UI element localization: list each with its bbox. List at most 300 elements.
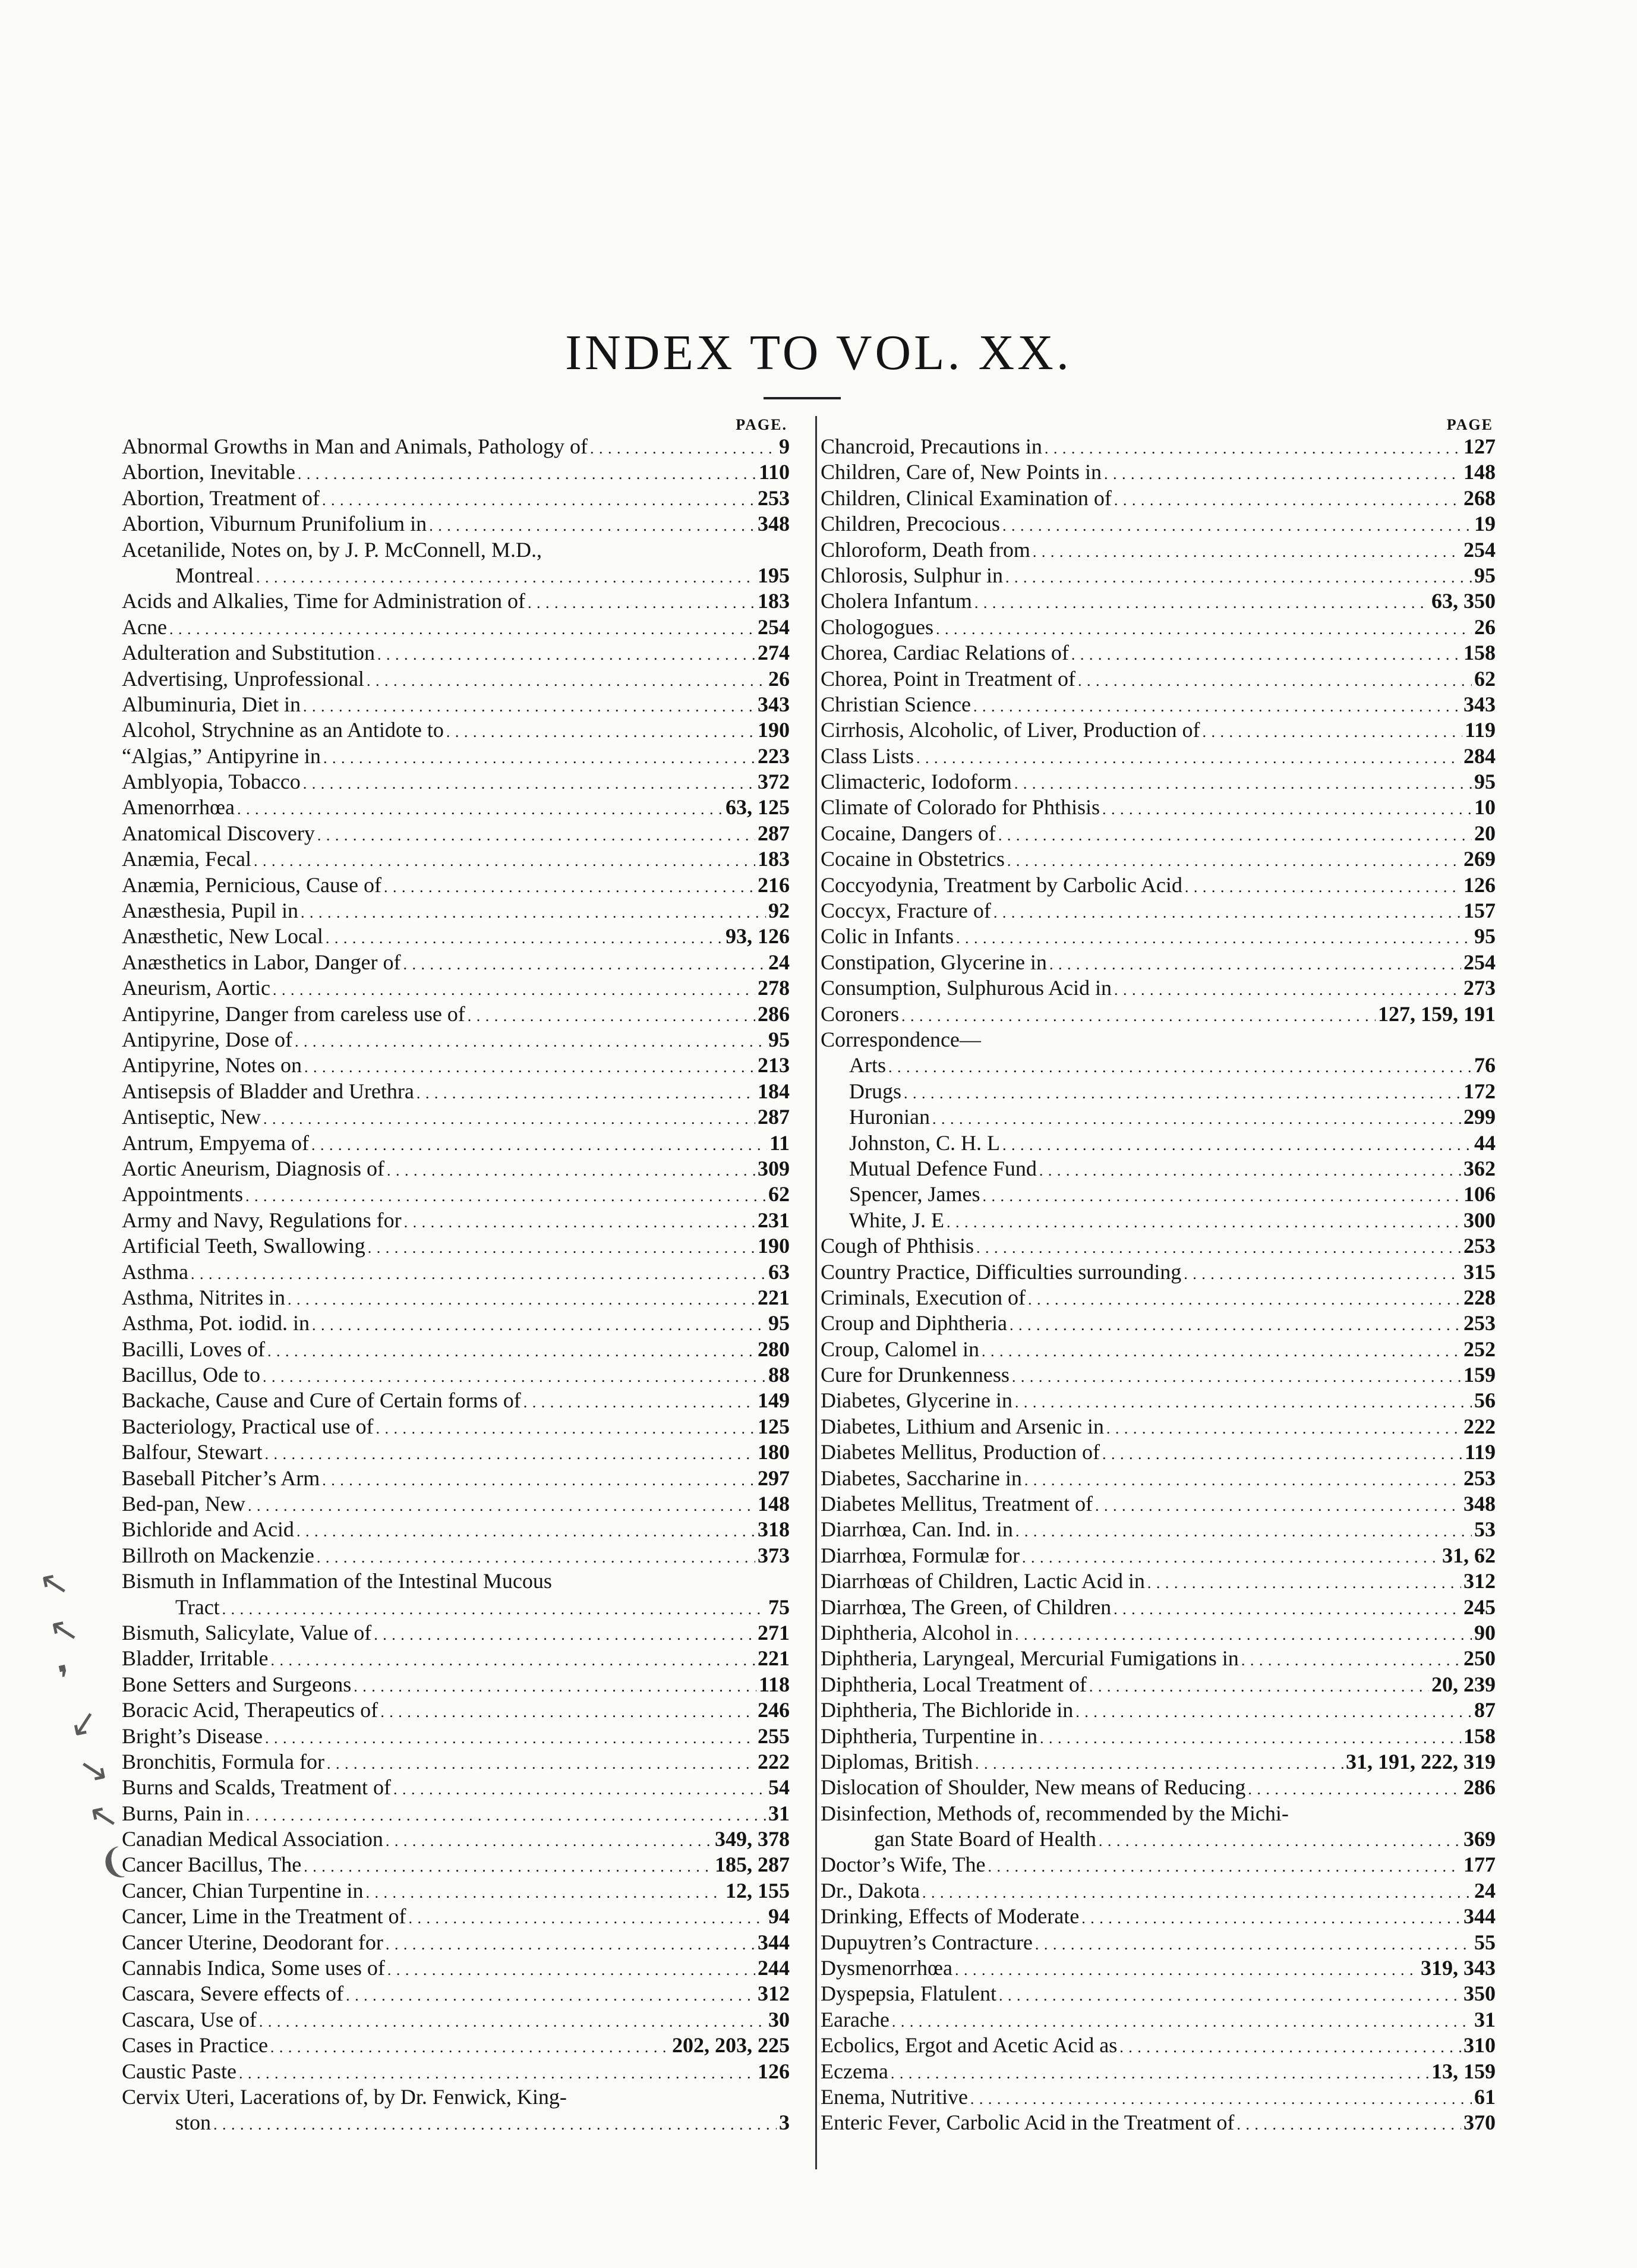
dot-leader [892,2007,1472,2033]
entry-text: Diphtheria, Local Treatment of [821,1672,1087,1696]
entry-text: Cervix Uteri, Lacerations of, by Dr. Fenwick, King- [122,2085,567,2109]
dot-leader [970,2084,1472,2110]
entry-page-number: 231 [758,1208,790,1232]
entry-text: Class Lists [821,744,914,768]
entry-text: Anæmia, Pernicious, Cause of [122,872,381,897]
dot-leader [301,898,766,924]
entry-text: Coccyx, Fracture of [821,899,991,923]
index-entry-list [821,434,1498,2136]
index-entry [122,563,792,588]
index-entry [821,640,1498,666]
entry-text: Bed-pan, New [122,1492,245,1516]
entry-page-number: 343 [1463,692,1496,716]
entry-text: Abortion, Treatment of [122,486,320,510]
entry-text: Abortion, Inevitable [122,460,295,484]
entry-text: Amenorrhœa [122,795,235,820]
entry-text: Appointments [122,1182,243,1207]
entry-page-number: 149 [758,1388,790,1413]
index-entry [122,1955,792,1981]
page-column-heading: PAGE [1446,416,1493,433]
entry-page-number: 222 [758,1749,790,1774]
entry-text: Chorea, Point in Treatment of [821,666,1075,691]
dot-leader [256,563,755,588]
entry-page-number: 190 [758,1234,790,1258]
dot-leader [408,1904,766,1929]
entry-page-number: 184 [758,1079,790,1103]
entry-page-number: 75 [768,1595,790,1619]
dot-leader [988,1852,1462,1878]
entry-page-number: 348 [1463,1492,1496,1516]
dot-leader [169,615,755,640]
index-entry [122,769,792,795]
index-entry [122,1697,792,1723]
page-column-heading: PAGE. [736,416,787,433]
entry-text: Diarrhœa, Can. Ind. in [821,1517,1013,1542]
index-entry [821,2084,1498,2110]
entry-text: Diphtheria, Laryngeal, Mercurial Fumigations in [821,1646,1239,1671]
index-entry [821,1955,1498,1981]
entry-text: Aneurism, Aortic [122,976,270,1000]
entry-text: Croup and Diphtheria [821,1311,1007,1335]
index-entry [122,1543,792,1568]
entry-text: Burns, Pain in [122,1801,244,1825]
index-entry [821,2110,1498,2135]
dot-leader [1248,1775,1461,1800]
entry-text: Cascara, Severe effects of [122,1982,344,2006]
entry-page-number: 372 [758,770,790,794]
index-entry [821,1852,1498,1878]
dot-leader [367,666,766,692]
entry-text: Bacillus, Ode to [122,1363,260,1387]
entry-page-number: 274 [758,641,790,665]
entry-text: Bladder, Irritable [122,1646,269,1671]
entry-text: Dislocation of Shoulder, New means of Reducing [821,1775,1246,1800]
index-entry [122,666,792,692]
entry-text: Diarrhœa, The Green, of Children [821,1595,1112,1619]
dot-leader [1045,434,1461,459]
handwritten-margin-mark: ↖ ↖ ❜ ↙ ↘ ↖ ❨ [35,1560,132,1885]
entry-page-number: 310 [1463,2033,1496,2058]
entry-text: Constipation, Glycerine in [821,950,1047,974]
index-entry [821,924,1498,949]
entry-page-number: 362 [1463,1156,1496,1180]
index-entry [821,950,1498,975]
index-entry [122,1466,792,1491]
entry-page-number: 95 [1474,563,1496,587]
index-entry [122,1930,792,1955]
entry-page-number: 309 [758,1156,790,1180]
entry-page-number: 253 [1463,1234,1496,1258]
dot-leader [386,1826,712,1852]
entry-text: Chloroform, Death from [821,537,1030,562]
index-entry [821,2033,1498,2058]
index-entry [122,1233,792,1259]
entry-page-number: 159 [1463,1363,1496,1387]
entry-page-number: 118 [758,1672,790,1696]
entry-text: Cholera Infantum [821,589,972,613]
dot-leader [947,1208,1461,1233]
index-entry [821,1749,1498,1775]
entry-text: ston [175,2110,212,2135]
index-entry [821,1259,1498,1285]
dot-leader [1049,950,1461,975]
index-entry [821,1620,1498,1646]
entry-text: Diarrhœas of Children, Lactic Acid in [821,1569,1145,1593]
entry-text: Albuminuria, Diet in [122,692,301,716]
dot-leader [237,795,723,820]
dot-leader [936,615,1472,640]
dot-leader [263,1104,755,1130]
entry-text: Climate of Colorado for Phthisis [821,795,1100,820]
entry-text: Cancer Uterine, Deodorant for [122,1930,383,1954]
index-entry [821,486,1498,511]
entry-page-number: 271 [758,1620,790,1645]
index-entry [821,2059,1498,2084]
dot-leader [1071,640,1461,666]
entry-page-number: 223 [758,744,790,768]
dot-leader [1075,1697,1472,1723]
entry-text: Antipyrine, Dose of [122,1027,292,1051]
entry-text: gan State Board of Health [874,1827,1096,1851]
index-entry [821,434,1498,459]
index-entry [122,744,792,769]
dot-leader [311,1130,767,1156]
entry-page-number: 95 [768,1311,790,1335]
entry-page-number: 297 [758,1466,790,1490]
index-entry [122,692,792,717]
entry-text: Disinfection, Methods of, recommended by the Michi- [821,1801,1289,1825]
entry-page-number: 20 [1474,821,1496,845]
dot-leader [298,459,756,485]
dot-leader [1005,563,1472,588]
index-entry [122,2110,792,2135]
entry-page-number: 54 [768,1775,790,1800]
entry-text: Consumption, Sulphurous Acid in [821,976,1112,1000]
entry-page-number: 63 [768,1259,790,1284]
index-entry [122,1156,792,1182]
entry-text: Correspondence— [821,1027,981,1051]
index-entry [122,975,792,1001]
entry-text: Abnormal Growths in Man and Animals, Pathology of [122,434,588,458]
dot-leader [295,1027,766,1053]
dot-leader [922,1878,1472,1904]
index-entry [122,1311,792,1336]
entry-page-number: 55 [1474,1930,1496,1954]
entry-page-number: 31, 62 [1442,1543,1496,1567]
entry-page-number: 221 [758,1646,790,1671]
index-entry [821,1697,1498,1723]
entry-page-number: 222 [1463,1414,1496,1438]
dot-leader [1012,1362,1461,1388]
entry-page-number: 253 [758,486,790,510]
dot-leader [288,1285,755,1311]
entry-text: Chologogues [821,615,934,639]
entry-text: Johnston, C. H. L [849,1130,1001,1155]
entry-text: Antrum, Empyema of [122,1130,309,1155]
dot-leader [1015,1517,1472,1542]
entry-page-number: 254 [1463,950,1496,974]
dot-leader [1202,717,1462,743]
index-entry [122,640,792,666]
index-entry [821,1775,1498,1800]
entry-page-number: 95 [1474,770,1496,794]
index-entry [122,1182,792,1207]
entry-page-number: 287 [758,1105,790,1129]
entry-text: Cancer Bacillus, The [122,1853,302,1877]
index-entry [122,1104,792,1130]
entry-page-number: 177 [1463,1853,1496,1877]
entry-text: Bone Setters and Surgeons [122,1672,352,1696]
entry-text: Drinking, Effects of Moderate [821,1904,1080,1929]
entry-page-number: 76 [1474,1053,1496,1078]
index-entry [821,846,1498,872]
dot-leader [248,1491,755,1517]
dot-leader [265,1724,755,1749]
entry-text: Acne [122,615,167,639]
dot-leader [245,1182,766,1207]
dot-leader [982,1337,1461,1362]
entry-page-number: 254 [758,615,790,639]
index-entry [821,1981,1498,2006]
dot-leader [304,1053,755,1078]
dot-leader [590,434,777,459]
entry-text: Cocaine, Dangers of [821,821,996,845]
entry-text: Anæmia, Fecal [122,847,251,871]
entry-page-number: 20, 239 [1431,1672,1496,1696]
entry-page-number: 127 [1463,434,1496,458]
entry-text: Ecbolics, Ergot and Acetic Acid as [821,2033,1118,2058]
entry-text: Antipyrine, Notes on [122,1053,302,1078]
index-entry [122,434,792,459]
dot-leader [270,2033,670,2058]
entry-page-number: 24 [768,950,790,974]
dot-leader [523,1388,755,1413]
entry-page-number: 88 [768,1363,790,1387]
index-entry [821,898,1498,924]
dot-leader [1099,1826,1461,1852]
dot-leader [1002,1130,1472,1156]
entry-page-number: 92 [768,899,790,923]
dot-leader [976,1233,1461,1259]
index-entry [821,821,1498,846]
entry-page-number: 11 [769,1130,790,1155]
entry-page-number: 299 [1463,1105,1496,1129]
entry-page-number: 31 [1474,2007,1496,2031]
index-entry [122,1775,792,1800]
entry-text: Artificial Teeth, Swallowing [122,1234,365,1258]
entry-page-number: 373 [758,1543,790,1567]
index-entry [122,1826,792,1852]
entry-text: Asthma, Nitrites in [122,1285,285,1309]
index-entry [821,1362,1498,1388]
entry-text: Diabetes, Glycerine in [821,1388,1013,1413]
entry-text: Asthma [122,1259,188,1284]
index-entry [821,1079,1498,1104]
index-entry [122,1749,792,1775]
dot-leader [998,821,1472,846]
entry-page-number: 344 [758,1930,790,1954]
dot-leader [1035,1930,1472,1955]
dot-leader [303,769,755,795]
dot-leader [975,1749,1343,1775]
entry-page-number: 343 [758,692,790,716]
entry-page-number: 284 [1463,744,1496,768]
index-entry [122,2084,792,2110]
entry-text: Bronchitis, Formula for [122,1749,324,1774]
entry-text: Antiseptic, New [122,1105,261,1129]
entry-page-number: 195 [758,563,790,587]
entry-page-number: 94 [768,1904,790,1929]
entry-page-number: 90 [1474,1620,1496,1645]
entry-page-number: 26 [768,666,790,691]
entry-text: Christian Science [821,692,971,716]
dot-leader [1147,1568,1461,1594]
entry-page-number: 13, 159 [1431,2059,1496,2083]
index-entry [122,2033,792,2058]
entry-text: Bright’s Disease [122,1724,263,1748]
entry-text: Chorea, Cardiac Relations of [821,641,1069,665]
index-entry [122,1208,792,1233]
entry-text: Diplomas, British [821,1749,973,1774]
entry-text: Earache [821,2007,890,2031]
dot-leader [1014,769,1472,795]
dot-leader [1081,1904,1461,1929]
entry-text: Adulteration and Substitution [122,641,375,665]
index-entry [122,717,792,743]
entry-page-number: 95 [768,1027,790,1051]
dot-leader [999,1981,1461,2006]
index-entry [821,666,1498,692]
entry-text: Bismuth, Salicylate, Value of [122,1620,372,1645]
entry-text: Caustic Paste [122,2059,236,2083]
dot-leader [366,1878,723,1904]
entry-page-number: 125 [758,1414,790,1438]
index-entry [821,1801,1498,1826]
entry-page-number: 244 [758,1956,790,1980]
index-entry [821,1904,1498,1929]
entry-text: Bichloride and Acid [122,1517,294,1542]
index-entry [821,1543,1498,1568]
dot-leader [303,692,755,717]
entry-text: Climacteric, Iodoform [821,770,1012,794]
index-entry [122,1568,792,1594]
index-entry [122,1337,792,1362]
index-entry [821,1208,1498,1233]
entry-page-number: 119 [1464,718,1496,742]
dot-leader [1024,1466,1461,1491]
entry-page-number: 172 [1463,1079,1496,1103]
entry-page-number: 126 [1463,872,1496,897]
entry-page-number: 268 [1463,486,1496,510]
index-entry [821,1182,1498,1207]
entry-page-number: 250 [1463,1646,1496,1671]
index-entry [122,1362,792,1388]
dot-leader [1237,2110,1461,2135]
left-index-column [122,416,792,2169]
index-entry [122,1053,792,1078]
index-entry [122,1904,792,1929]
index-entry [821,459,1498,485]
dot-leader [265,1439,756,1465]
page-title: INDEX TO VOL. XX. [565,325,1072,380]
entry-page-number: 254 [1463,537,1496,562]
dot-leader [1040,1724,1461,1749]
entry-text: Mutual Defence Fund [849,1156,1037,1180]
index-entry [122,588,792,614]
index-entry [122,1388,792,1413]
entry-page-number: 61 [1474,2085,1496,2109]
entry-text: Backache, Cause and Cure of Certain forms of [122,1388,521,1413]
entry-page-number: 190 [758,718,790,742]
entry-page-number: 119 [1464,1440,1496,1464]
entry-text: Anæsthesia, Pupil in [122,899,299,923]
dot-leader [304,1852,712,1878]
dot-leader [377,640,755,666]
entry-text: Baseball Pitcher’s Arm [122,1466,320,1490]
entry-page-number: 280 [758,1337,790,1361]
dot-leader [1033,537,1461,563]
dot-leader [322,1466,755,1491]
index-entry [821,1130,1498,1156]
entry-page-number: 62 [768,1182,790,1207]
entry-page-number: 157 [1463,899,1496,923]
index-entry [821,563,1498,588]
index-entry [821,692,1498,717]
index-entry [122,1646,792,1671]
entry-page-number: 62 [1474,666,1496,691]
entry-text: Dupuytren’s Contracture [821,1930,1033,1954]
index-entry [122,1259,792,1285]
dot-leader [1119,2033,1461,2058]
index-entry [122,1620,792,1646]
dot-leader [1015,1388,1472,1413]
index-entry [122,1439,792,1465]
entry-text: Diabetes Mellitus, Production of [821,1440,1100,1464]
dot-leader [263,1362,766,1388]
index-entry [122,1724,792,1749]
entry-page-number: 148 [1463,460,1496,484]
entry-page-number: 44 [1474,1130,1496,1155]
entry-text: Diphtheria, Turpentine in [821,1724,1037,1748]
dot-leader [982,1182,1461,1207]
entry-text: Acids and Alkalies, Time for Administration of [122,589,525,613]
index-entry [821,1439,1498,1465]
index-entry [122,821,792,846]
entry-text: Acetanilide, Notes on, by J. P. McConnell, M.D., [122,537,542,562]
dot-leader [267,1337,755,1362]
dot-leader [273,975,755,1001]
dot-leader [891,2059,1429,2084]
dot-leader [1104,459,1461,485]
dot-leader [1095,1491,1461,1517]
dot-leader [213,2110,777,2135]
dot-leader [368,1233,755,1259]
dot-leader [1114,1595,1461,1620]
entry-page-number: 202, 203, 225 [672,2033,790,2058]
entry-page-number: 180 [758,1440,790,1464]
dot-leader [380,1697,755,1723]
entry-page-number: 253 [1463,1466,1496,1490]
entry-text: Antipyrine, Danger from careless use of [122,1001,465,1026]
dot-leader [354,1672,756,1697]
entry-page-number: 273 [1463,976,1496,1000]
dot-leader [974,588,1429,614]
entry-text: White, J. E [849,1208,944,1232]
entry-page-number: 312 [1463,1569,1496,1593]
entry-text: Amblyopia, Tobacco [122,770,301,794]
entry-text: Spencer, James [849,1182,980,1207]
entry-page-number: 369 [1463,1827,1496,1851]
